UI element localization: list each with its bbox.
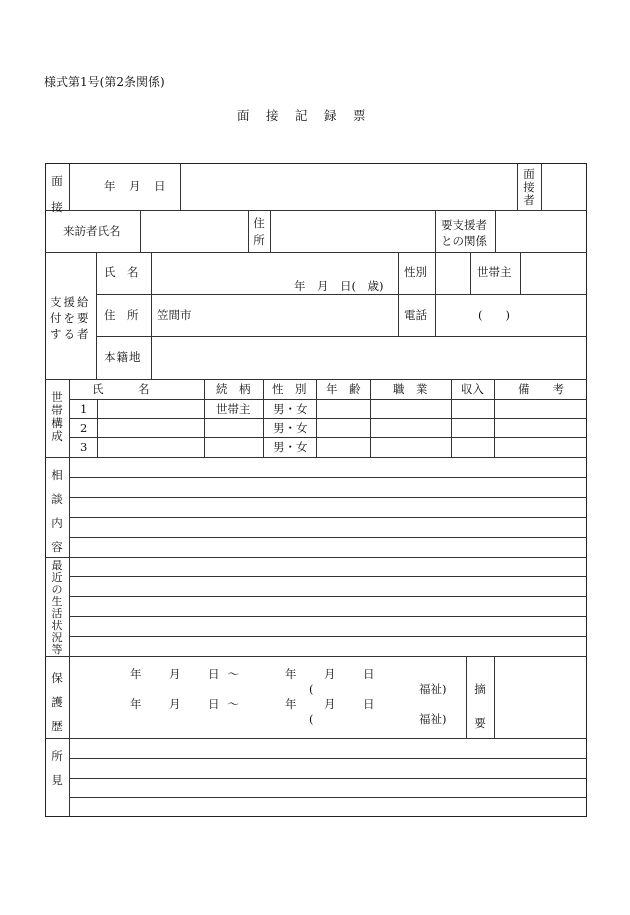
household-header-notes: 備 考: [518, 382, 564, 396]
history-line1-office: 福祉): [419, 682, 447, 696]
household-header-age: 年 齢: [326, 382, 361, 396]
household-header-relation: 続 柄: [216, 382, 251, 396]
applicant-phone-label: 電話: [404, 308, 427, 322]
household-row-gender: 男・女: [273, 421, 308, 435]
form-title: 面 接 記 録 票: [237, 108, 368, 123]
household-row-gender: 男・女: [273, 402, 308, 416]
interview-label: 面 接: [51, 174, 63, 214]
protection-history-label: 保 護 歴: [51, 671, 63, 733]
history-line2-to: 年 月 日: [285, 697, 383, 711]
household-row-no: 2: [80, 421, 88, 435]
form-number: 様式第1号(第2条関係): [44, 75, 165, 89]
history-line2-office: 福祉): [419, 712, 447, 726]
history-line1-from: 年 月 日〜: [130, 667, 247, 681]
history-line2-from: 年 月 日〜: [130, 697, 247, 711]
household-label: 世 帯 構 成: [51, 390, 63, 443]
applicant-address-label: 住 所: [104, 308, 139, 322]
recent-life-label: 最 近 の 生 活 状 況 等: [51, 559, 63, 656]
applicant-label: 支援給 付を要 する者: [50, 295, 91, 341]
consultation-label: 相 談 内 容: [51, 468, 63, 554]
history-line2-paren: (: [309, 712, 314, 726]
household-row-no: 3: [80, 440, 88, 454]
history-line1-to: 年 月 日: [285, 667, 383, 681]
form-frame: [45, 163, 587, 817]
household-header-job: 職 業: [393, 382, 428, 396]
household-row-no: 1: [80, 402, 88, 416]
history-summary-label: 摘 要: [474, 682, 486, 730]
applicant-birth-label: 年 月 日( 歳): [294, 279, 384, 293]
household-header-name: 氏 名: [92, 382, 150, 396]
visitor-address-label: 住 所: [253, 216, 265, 247]
household-header-gender: 性 別: [272, 382, 307, 396]
applicant-domicile-label: 本籍地: [104, 350, 142, 364]
findings-label: 所 見: [51, 749, 63, 787]
household-header-income: 収入: [461, 382, 484, 396]
interviewer-label: 面 接 者: [523, 167, 535, 207]
applicant-name-label: 氏 名: [104, 265, 139, 279]
applicant-head-label: 世帯主: [477, 265, 512, 279]
history-line1-paren: (: [309, 682, 314, 696]
applicant-address-value: 笠間市: [157, 308, 192, 322]
applicant-gender-label: 性別: [404, 265, 427, 279]
household-row-relation: 世帯主: [216, 402, 251, 416]
household-row-gender: 男・女: [273, 440, 308, 454]
visitor-name-label: 来訪者氏名: [63, 224, 121, 238]
applicant-phone-value: ( ): [478, 308, 510, 322]
interview-date-label: 年 月 日: [104, 179, 167, 193]
visitor-relation-label: 要支援者 との関係: [441, 218, 487, 248]
